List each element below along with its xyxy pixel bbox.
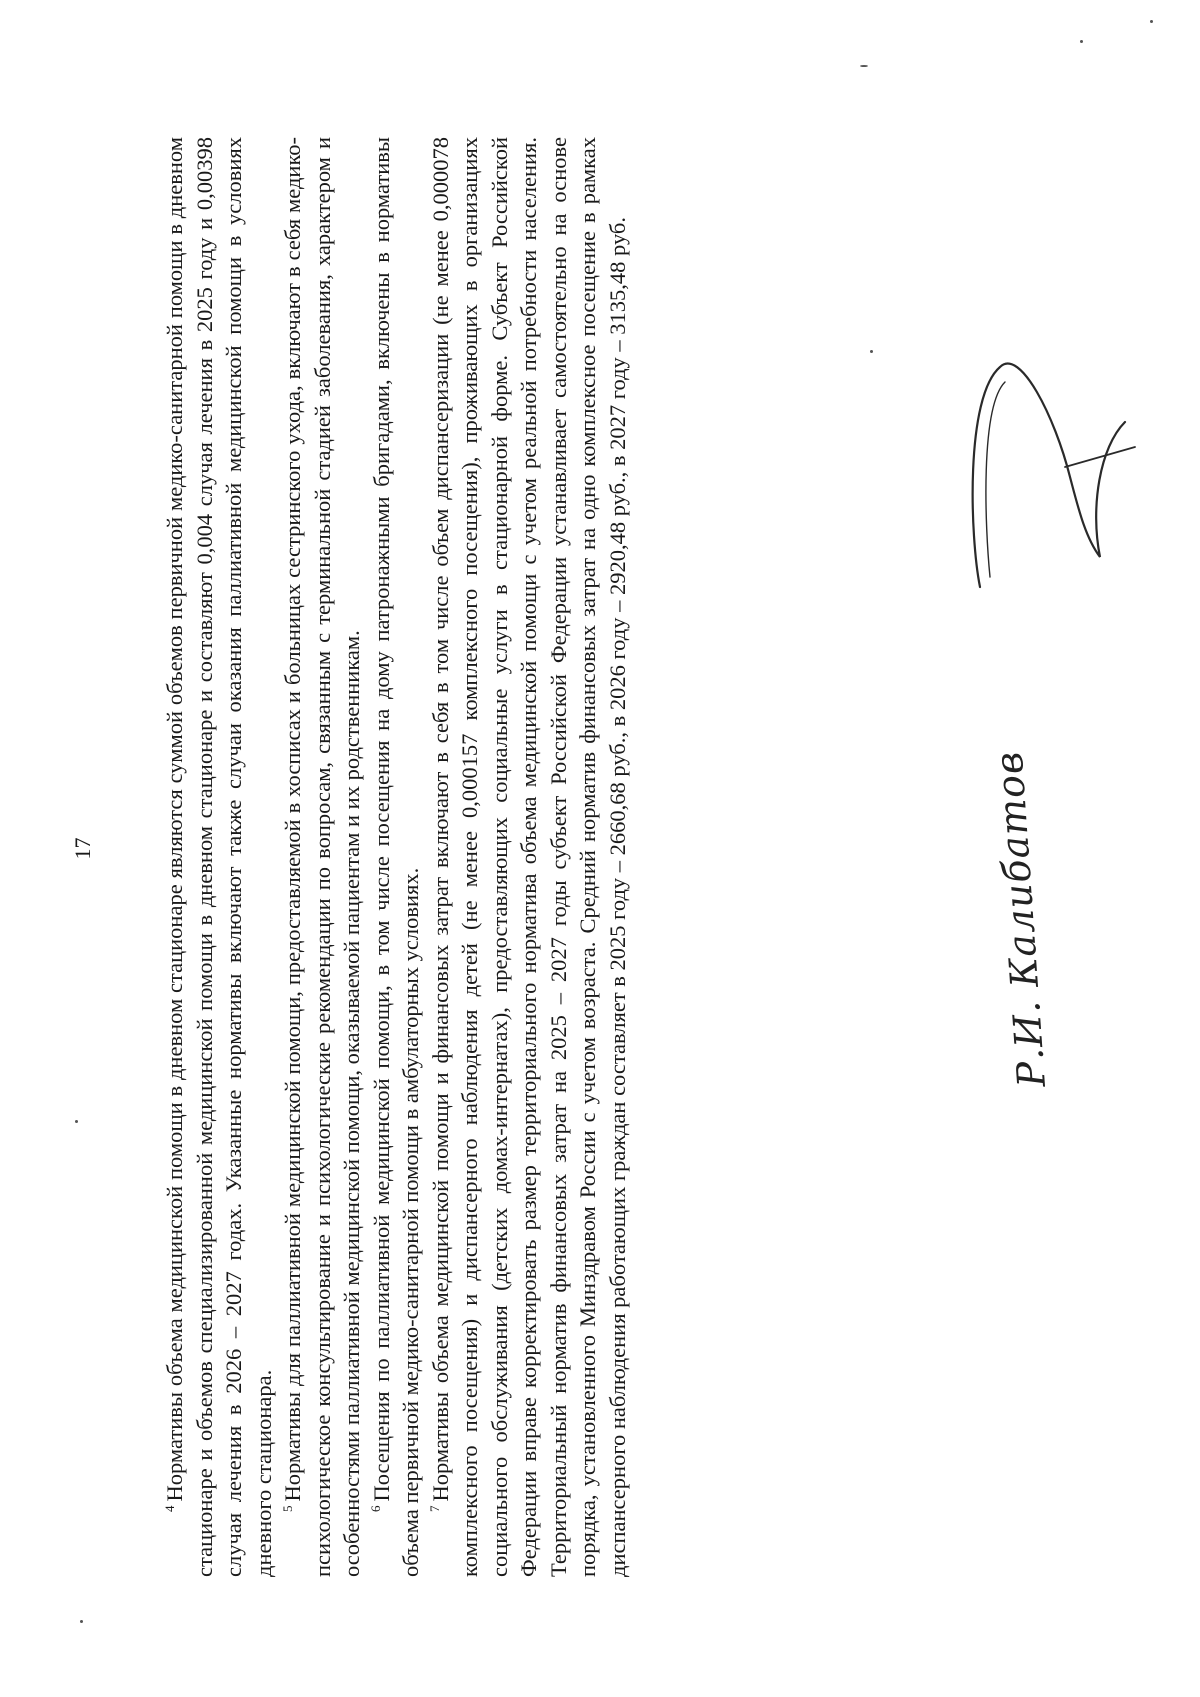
footnote-5 [278,137,367,1577]
footnote-mark: 5 [279,1505,295,1512]
footnote-4 [160,137,278,1577]
footnotes-block [160,137,632,1577]
footnote-text: Нормативы объема медицинской помощи в дневном стационаре являются суммой объемов первичной медико-санитарной помощи в дневном стационаре и объемов специализированной медицинской помощи в дневном стационаре и составляют 0,004 случая лечения в 2025 году и 0,00398 случая лечения в 2026 – 2027 годах. Указанные нормативы включают также случаи оказания паллиативной медицинской помощи в условиях дневного стационара. [162,137,276,1577]
footnote-7 [426,137,633,1577]
handwritten-signature-name: Р.И. Калибатов [986,749,1054,1089]
footnote-mark: 7 [427,1505,442,1512]
signature-scribble [960,337,1150,597]
page-number: 17 [70,837,95,860]
footnote-text: Нормативы для паллиативной медицинской помощи, предоставляемой в хосписах и больницах сестринского ухода, включают в себя медико-психологическое консультирование и психологические рекомендации по вопросам, связанным с терминальной стадией заболевания, характером и особенностями паллиативной медицинской помощи, оказываемой пациентам и их родственникам. [280,137,364,1577]
footnote-text: Посещения по паллиативной медицинской помощи, в том числе посещения на дому патронажными бригадами, включены в нормативы объема первичной медико-санитарной помощи в амбулаторных условиях. [368,137,423,1577]
footnote-text: Нормативы объема медицинской помощи и финансовых затрат включают в себя в том числе объем диспансеризации (не менее 0,000078 комплексного посещения) и диспансерного наблюдения детей (не менее 0,000157 комплексного посещения), проживающих в организациях социального обслуживания (детских домах-интернатах), предоставляющих социальные услуги в стационарной форме. Субъект Российской Федерации вправе корректировать размер территориального норматива объема медицинской помощи с учетом реальной потребности населения. Территориальный норматив финансовых затрат на 2025 – 2027 годы субъект Российской Федерации устанавливает самостоятельно на основе порядка, установленного Минздравом России с учетом возраста. Средний норматив финансовых затрат на одно комплексное посещение в рамках диспансерного наблюдения работающих граждан составляет в 2025 году – 2660,68 руб., в 2026 году – 2920,48 руб., в 2027 году – 3135,48 руб. [427,137,630,1577]
footnote-mark: 6 [368,1505,383,1512]
footnote-6 [367,137,426,1577]
footnote-mark: 4 [161,1505,177,1512]
